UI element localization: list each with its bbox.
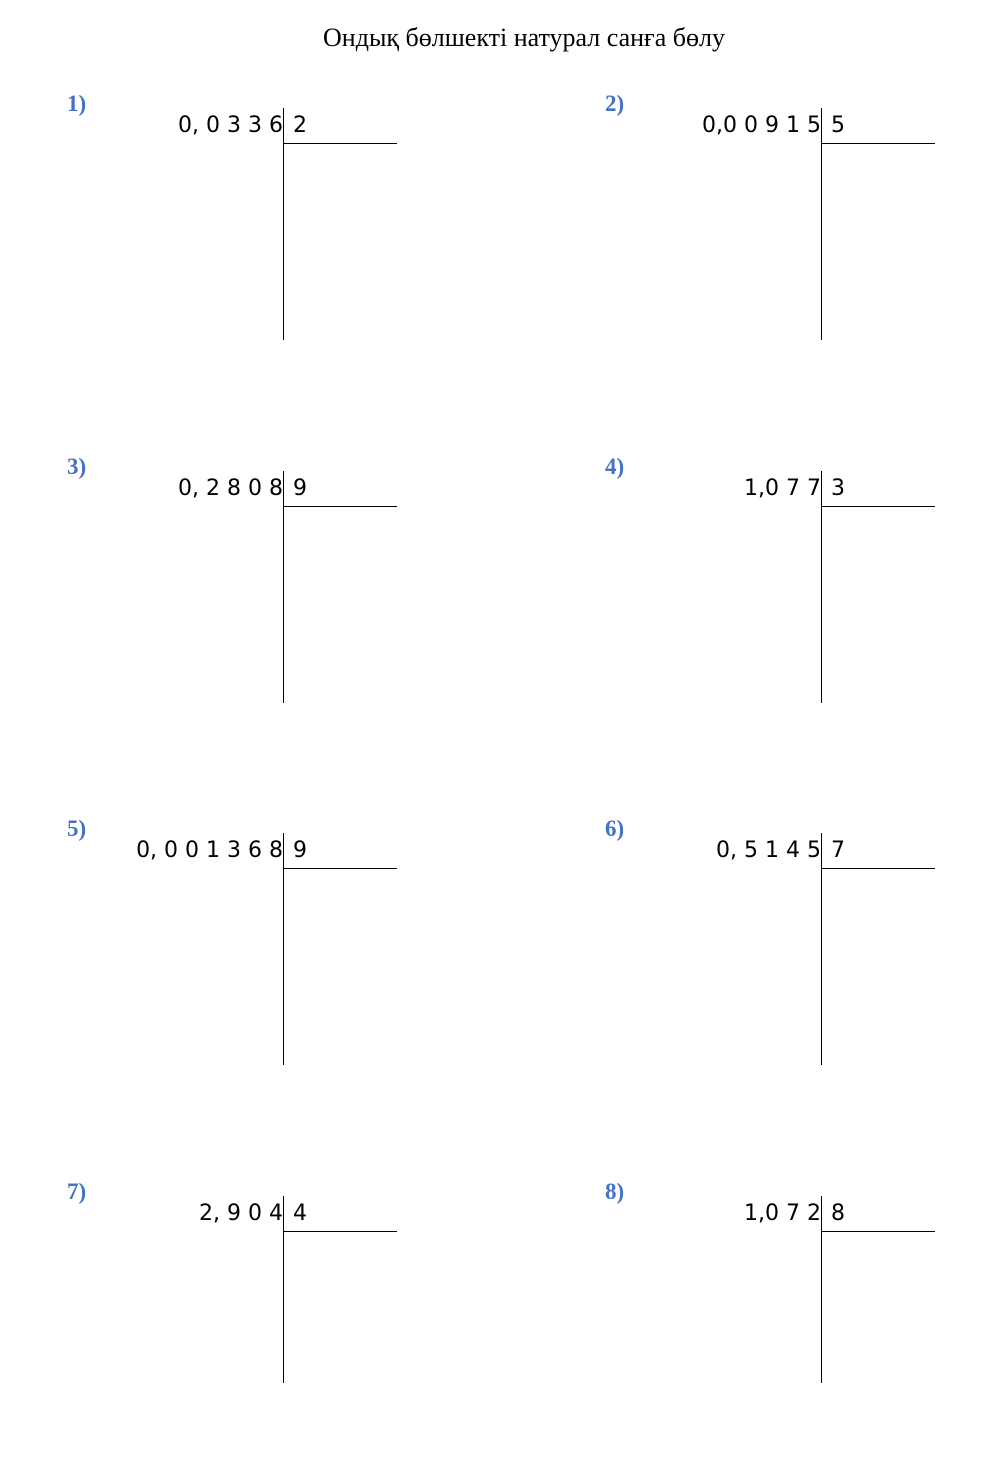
page-title: Ондық бөлшекті натурал санға бөлу xyxy=(323,23,725,52)
problem-number: 2) xyxy=(605,91,625,116)
problem-8 xyxy=(605,1178,1008,1478)
problem-number: 8) xyxy=(605,1179,625,1204)
long-division-layout xyxy=(136,833,539,1103)
dividend: 0, 0 0 1 3 6 8 xyxy=(136,838,283,863)
quotient-line xyxy=(283,868,397,869)
problem-5 xyxy=(67,815,487,1115)
dividend: 0, 5 1 4 5 xyxy=(716,838,821,863)
long-division-layout xyxy=(677,833,1008,1103)
divisor: 3 xyxy=(831,476,845,501)
problem-number: 6) xyxy=(605,816,625,841)
division-vertical-line xyxy=(821,1196,822,1383)
dividend: 0,0 0 9 1 5 xyxy=(702,113,821,138)
dividend: 0, 0 3 3 6 xyxy=(178,113,283,138)
long-division-layout xyxy=(677,1196,1008,1466)
dividend: 1,0 7 2 xyxy=(744,1201,821,1226)
quotient-line xyxy=(283,1231,397,1232)
problem-1 xyxy=(67,90,487,390)
long-division-layout xyxy=(139,108,539,378)
problem-4 xyxy=(605,453,1008,753)
long-division-layout xyxy=(677,471,1008,741)
dividend: 1,0 7 7 xyxy=(744,476,821,501)
problem-3 xyxy=(67,453,487,753)
divisor: 7 xyxy=(831,838,845,863)
quotient-line xyxy=(821,506,935,507)
problem-6 xyxy=(605,815,1008,1115)
problem-7 xyxy=(67,1178,487,1478)
problem-number: 3) xyxy=(67,454,87,479)
quotient-line xyxy=(821,868,935,869)
divisor: 9 xyxy=(293,476,307,501)
long-division-layout xyxy=(139,471,539,741)
quotient-line xyxy=(283,506,397,507)
problem-number: 4) xyxy=(605,454,625,479)
problem-number: 5) xyxy=(67,816,87,841)
dividend: 2, 9 0 4 xyxy=(199,1201,283,1226)
long-division-layout xyxy=(677,108,1008,378)
quotient-line xyxy=(821,143,935,144)
long-division-layout xyxy=(139,1196,539,1466)
quotient-line xyxy=(821,1231,935,1232)
divisor: 8 xyxy=(831,1201,845,1226)
divisor: 2 xyxy=(293,113,307,138)
divisor: 5 xyxy=(831,113,845,138)
quotient-line xyxy=(283,143,397,144)
problem-2 xyxy=(605,90,1008,390)
problem-number: 7) xyxy=(67,1179,87,1204)
problem-number: 1) xyxy=(67,91,87,116)
dividend: 0, 2 8 0 8 xyxy=(178,476,283,501)
divisor: 4 xyxy=(293,1201,307,1226)
divisor: 9 xyxy=(293,838,307,863)
division-vertical-line xyxy=(283,1196,284,1383)
